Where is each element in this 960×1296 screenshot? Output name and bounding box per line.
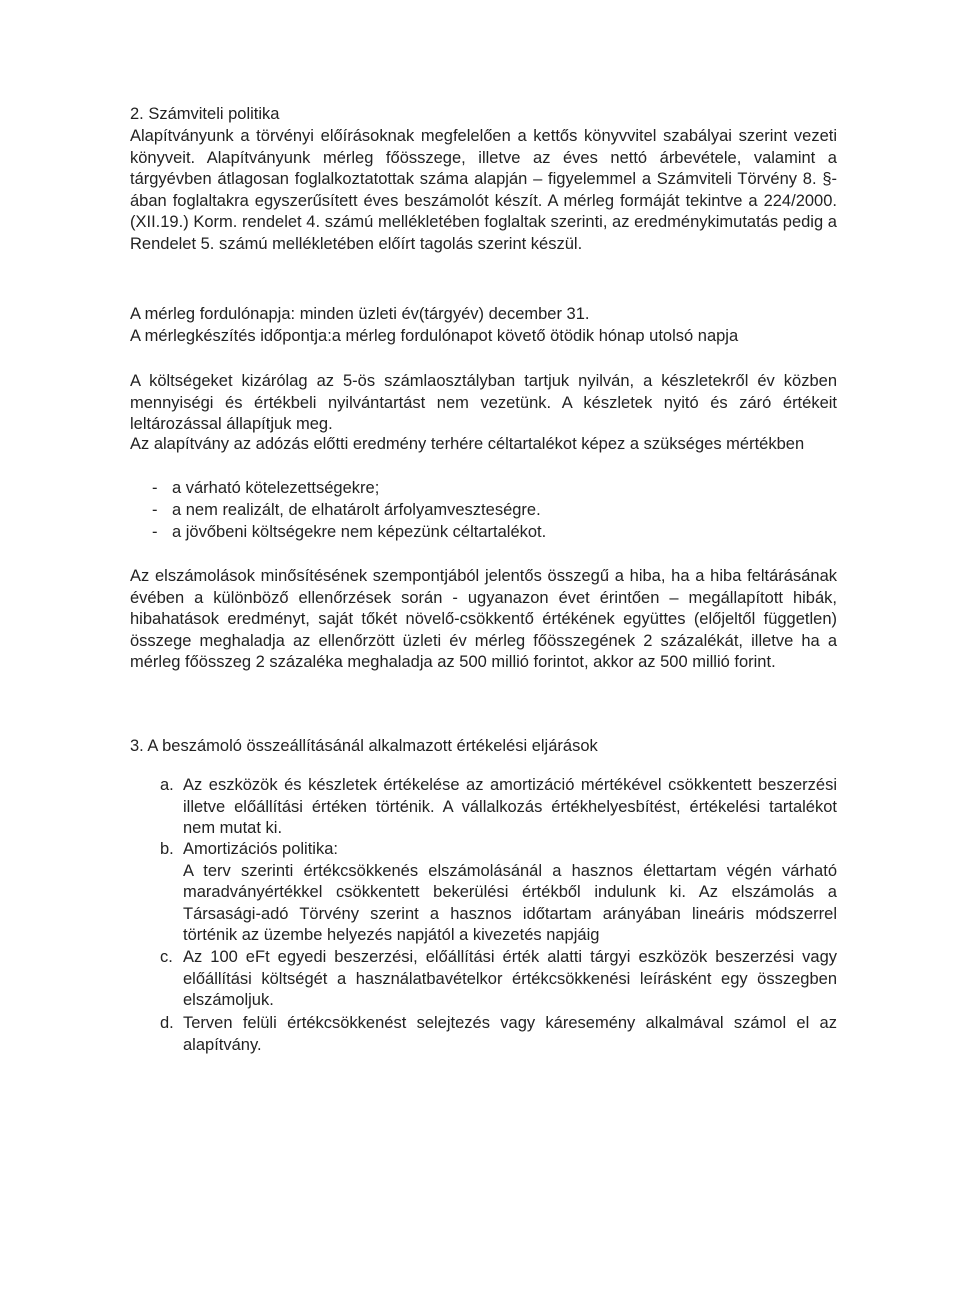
valuation-item-c bbox=[160, 947, 837, 1012]
dash-list-item: - a jövőbeni költségekre nem képezünk céltartalékot. bbox=[152, 523, 547, 541]
section-3-title: 3. A beszámoló összeállításánál alkalmazott értékelési eljárások bbox=[130, 737, 598, 755]
balance-preparation-date: A mérlegkészítés időpontja:a mérleg fordulónapot követő ötödik hónap utolsó napja bbox=[130, 327, 739, 345]
dash-list-item: - a várható kötelezettségekre; bbox=[152, 479, 380, 497]
item-marker: a. bbox=[160, 776, 174, 794]
item-text: Az 100 eFt egyedi beszerzési, előállítási érték alatti tárgyi eszközök beszerzési vagy előállítási költségét a használatbavételkor értékcsökkenési leírásként egy összegben elszámoljuk. bbox=[183, 948, 837, 1010]
item-marker: c. bbox=[160, 948, 173, 966]
valuation-item-a bbox=[160, 775, 837, 840]
item-marker: d. bbox=[160, 1014, 174, 1032]
section-2-title: 2. Számviteli politika bbox=[130, 105, 280, 123]
item-text: Az eszközök és készletek értékelése az amortizáció mértékével csökkentett beszerzési illetve előállítási értéken történik. A vállalkozás értékhelyesbítést, értékelési tartalékot nem mutat ki. bbox=[183, 776, 837, 838]
item-heading: Amortizációs politika: bbox=[183, 840, 338, 858]
item-text: Terven felüli értékcsökkenést selejtezés vagy káresemény alkalmával számol el az alapítvány. bbox=[183, 1014, 837, 1054]
valuation-item-d bbox=[160, 1013, 837, 1056]
dash-list-item: - a nem realizált, de elhatárolt árfolyamveszteségre. bbox=[152, 501, 541, 519]
valuation-item-b bbox=[160, 839, 837, 947]
item-marker: b. bbox=[160, 840, 174, 858]
accounting-policy-paragraph: Alapítványunk a törvényi előírásoknak megfelelően a kettős könyvvitel szabályai szerint vezeti könyveit. Alapítványunk mérleg főösszege, illetve az éves nettó árbevétele, valamint a tárgyévben átlagosan foglalkoztatottak száma alapján – figyelemmel a Számviteli Törvény 8. §-ában foglaltakra egyszerűsített éves beszámolót készít. A mérleg formáját tekintve a 224/2000. (XII.19.) Korm. rendelet 4. számú mellékletében foglaltak szerinti, az eredménykimutatás pedig a Rendelet 5. számú mellékletében előírt tagolás szerint készül. bbox=[130, 127, 837, 253]
reserve-paragraph: Az alapítvány az adózás előtti eredmény terhére céltartalékot képez a szükséges mértékben bbox=[130, 435, 805, 453]
costs-paragraph: A költségeket kizárólag az 5-ös számlaosztályban tartjuk nyilván, a készletekről év közben mennyiségi és értékbeli nyilvántartást nem vezetünk. A készletek nyitó és záró értékeit leltározással állapítjuk meg. bbox=[130, 372, 837, 434]
balance-sheet-date: A mérleg fordulónapja: minden üzleti év(tárgyév) december 31. bbox=[130, 305, 590, 323]
errors-paragraph: Az elszámolások minősítésének szempontjából jelentős összegű a hiba, ha a hiba feltárásának évében a különböző ellenőrzések során - ugyanazon évet érintően – megállapított hibák, hibahatások eredményt, saját tőkét növelő-csökkentő értékének együttes (előjeltől független) összege meghaladja az ellenőrzött üzleti év mérleg főösszegének 2 százalékát, illetve ha a mérleg főösszeg 2 százaléka meghaladja az 500 millió forintot, akkor az 500 millió forint. bbox=[130, 567, 837, 672]
item-text: A terv szerinti értékcsökkenés elszámolásánál a hasznos élettartam végén várható maradványértékkel csökkentett bekerülési értékből indulunk ki. Az elszámolás a Társasági-adó Törvény szerint a hasznos időtartam arányában lineáris módszerrel történik az üzembe helyezés napjától a kivezetés napjáig bbox=[183, 861, 837, 945]
